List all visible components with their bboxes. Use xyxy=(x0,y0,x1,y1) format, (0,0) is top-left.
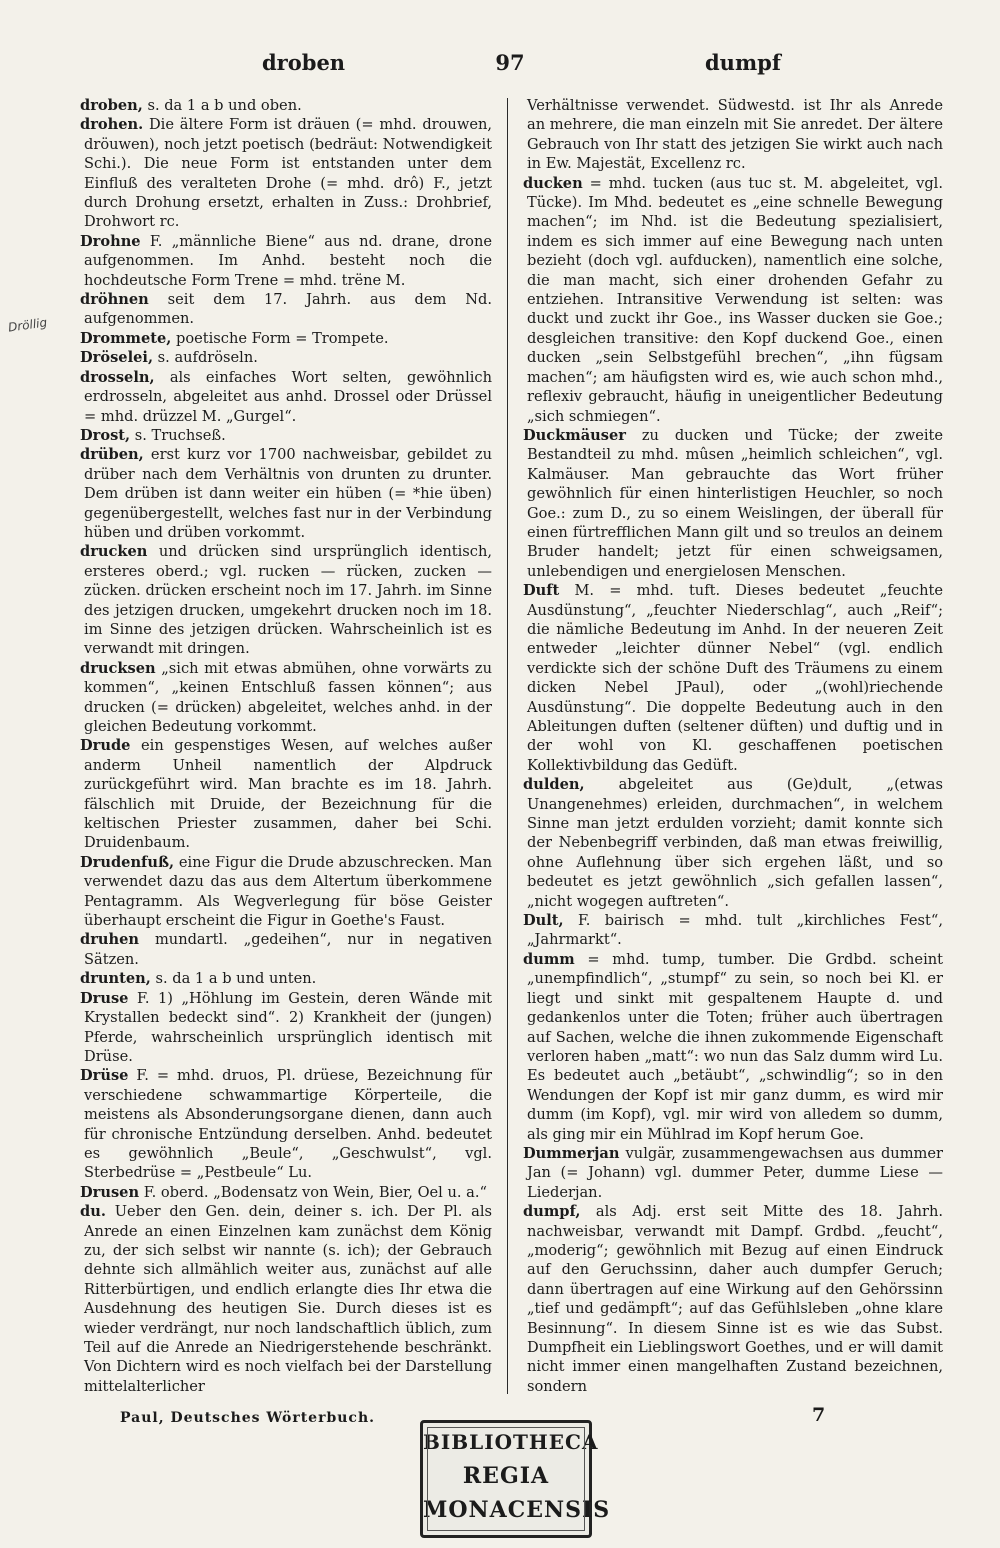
footer-title: Paul, Deutsches Wörterbuch. xyxy=(120,1410,375,1426)
entry-text: zu ducken und Tücke; der zweite Bestandteil zu mhd. mûsen „heimlich schleichen“, vgl. Kalmäuser. Man gebrauchte das Wort früher gewöhnlich für einen hinterlistigen Heuchler, so noch Goe.: zum D., zu so einem Weislingen, der überall für einen fürtrefflichen Mann gilt und so treulos an deinem Bruder handelt; jetzt für einen schweigsamen, unlebendigen und energielosen Menschen. xyxy=(527,426,943,580)
entry-text: s. aufdröseln. xyxy=(153,349,258,367)
entry-headword: Dummerjan xyxy=(523,1144,620,1162)
entry-headword: drosseln, xyxy=(80,368,155,386)
library-stamp xyxy=(420,1420,611,1538)
dictionary-entry xyxy=(80,96,492,115)
dictionary-entry xyxy=(80,368,492,426)
entry-text: Die ältere Form ist dräuen (= mhd. drouwen, dröuwen), noch jetzt poetisch (bedräut: Notwendigkeit Schi.). Die neue Form ist entstanden unter dem Einfluß des veralteten Drohe (= mhd. drô) F., jetzt durch Drohung ersetzt, erhalten in Zuss.: Drohbrief, Drohwort rc. xyxy=(84,116,492,231)
running-head-right: dumpf xyxy=(705,50,781,75)
entry-text: F. bairisch = mhd. tult „kirchliches Fest“, „Jahrmarkt“. xyxy=(527,912,943,949)
entry-text: poetische Form = Trompete. xyxy=(171,329,389,347)
dictionary-entry xyxy=(523,950,943,1144)
entry-headword: Dult, xyxy=(523,912,564,930)
entry-text: eine Figur die Drude abzuschrecken. Man verwendet dazu das aus dem Altertum überkommene Pentagramm. Als Wegverlegung für böse Geister überhaupt erscheint die Figur in Goethe's Faust. xyxy=(84,853,492,930)
column-rule xyxy=(507,98,508,1394)
entry-headword: drunten, xyxy=(80,970,151,988)
stamp-line-1: BIBLIOTHECA xyxy=(423,1430,599,1454)
entry-headword: Dröselei, xyxy=(80,349,154,367)
entry-headword: dröhnen xyxy=(80,291,149,309)
entry-text: seit dem 17. Jahrh. aus dem Nd. aufgenommen. xyxy=(84,291,492,328)
entry-text: vulgär, zusammengewachsen aus dummer Jan (= Johann) vgl. dummer Peter, dumme Liese — Liederjan. xyxy=(527,1144,943,1201)
entry-headword: Duft xyxy=(523,582,560,600)
entry-headword: Drommete, xyxy=(80,329,172,347)
dictionary-entry xyxy=(80,659,492,737)
entry-text: s. da 1 a b und unten. xyxy=(150,970,317,988)
running-head-left: droben xyxy=(262,50,346,75)
entry-text: = mhd. tucken (aus tuc st. M. abgeleitet, vgl. Tücke). Im Mhd. bedeutet es „eine schnelle Bewegung machen“; im Nhd. ist die Bedeutung spezialisiert, indem es sich immer auf eine Bewegung nach unten bezieht (doch vgl. aufducken), namentlich eine solche, die man macht, sich einer drohenden Gefahr zu entziehen. Intransitive Verwendung ist selten: was duckt und zuckt ihr Goe., ins Wasser ducken sie Goe.; desgleichen transitive: den Kopf duckend Goe., einen ducken „sein Selbstgefühl brechen“, „ihn fügsam machen“; am häufigsten wird es, wie auch schon mhd., reflexiv gebraucht, häufig in uneigentlicher Bedeutung „sich schmiegen“. xyxy=(527,174,943,425)
dictionary-entry xyxy=(80,930,492,969)
signature-mark: 7 xyxy=(812,1404,826,1426)
dictionary-entry xyxy=(523,911,943,950)
entry-headword: Druse xyxy=(80,989,129,1007)
dictionary-entry xyxy=(80,1183,492,1202)
entry-text: Verhältnisse verwendet. Südwestd. ist Ihr als Anrede an mehrere, die man einzeln mit Sie anredet. Der ältere Gebrauch von Ihr statt des jetzigen Sie wirkt auch nach in Ew. Majestät, Excellenz rc. xyxy=(527,97,943,173)
entry-headword: drüben, xyxy=(80,446,144,464)
entry-headword: droben, xyxy=(80,97,143,114)
entry-text: als einfaches Wort selten, gewöhnlich erdrosseln, abgeleitet aus anhd. Drossel oder Drüssel = mhd. drüzzel M. „Gurgel“. xyxy=(84,368,492,425)
entry-headword: drucken xyxy=(80,543,148,561)
dictionary-entry xyxy=(80,1202,492,1396)
library-stamp-border xyxy=(427,1427,585,1531)
dictionary-entry xyxy=(80,1066,492,1182)
entry-headword: drohen. xyxy=(80,116,144,134)
dictionary-entry xyxy=(80,232,492,290)
dictionary-entry xyxy=(523,581,943,775)
entry-headword: druhen xyxy=(80,931,140,949)
entry-text: Ueber den Gen. dein, deiner s. ich. Der Pl. als Anrede an einen Einzelnen kam zunächst dem König zu, der sich selbst wir nannte (s. ich); der Gebrauch dehnte sich allmählich weiter aus, zunächst auf alle Ritterbürtigen, und endlich erlangte dies Ihr etwa die Ausdehnung des heutigen Sie. Durch dieses ist es wieder verdrängt, nur noch landschaftlich üblich, zum Teil auf die Anrede an Niedrigerstehende beschränkt. Von Dichtern wird es noch vielfach bei der Darstellung mittelalterlicher xyxy=(84,1203,492,1395)
entry-text: s. da 1 a b und oben. xyxy=(142,97,302,114)
dictionary-entry xyxy=(523,1144,943,1202)
entry-text: ein gespenstiges Wesen, auf welches außer anderm Unheil namentlich der Alpdruck zurückgeführt wird. Man brachte es im 18. Jahrh. fälschlich mit Druide, der Bezeichnung für die keltischen Priester zusammen, daher bei Schi. Druidenbaum. xyxy=(84,737,492,852)
dictionary-entry xyxy=(80,969,492,988)
dictionary-entry xyxy=(80,115,492,231)
stamp-line-3: MONACENSIS xyxy=(423,1497,611,1523)
entry-text: als Adj. erst seit Mitte des 18. Jahrh. nachweisbar, verwandt mit Dampf. Grdbd. „feucht“, „moderig“; gewöhnlich mit Bezug auf einen Eindruck auf den Geruchssinn, daher auch dumpfer Geruch; dann übertragen auf eine Wirkung auf den Gehörssinn „tief und gedämpft“; auf das Gefühlsleben „ohne klare Besinnung“. In diesem Sinne ist es wie das Subst. Dumpfheit ein Lieblingswort Goethes, und er will damit nicht immer einen mangelhaften Zustand bezeichnen, sondern xyxy=(527,1203,943,1395)
entry-text: abgeleitet aus (Ge)dult, „(etwas Unangenehmes) erleiden, durchmachen“, in welchem Sinne man jetzt erdulden vorzieht; damit konnte sich der Nebenbegriff verbinden, daß man etwas freiwillig, ohne Auflehnung über sich ergehen läßt, und so bedeutet es jetzt gewöhnlich „sich gefallen lassen“, „nicht wogegen auftreten“. xyxy=(527,776,943,910)
entry-headword: du. xyxy=(80,1203,106,1221)
entry-headword: Drude xyxy=(80,737,131,755)
entry-headword: Drüse xyxy=(80,1067,129,1085)
dictionary-entry xyxy=(523,775,943,911)
dictionary-entry xyxy=(523,426,943,581)
left-column xyxy=(80,96,492,1396)
dictionary-entry xyxy=(80,348,492,367)
margin-annotation: Dröllig xyxy=(7,315,48,335)
entry-headword: dulden, xyxy=(523,776,585,794)
entry-headword: Drohne xyxy=(80,232,141,250)
entry-headword: ducken xyxy=(523,174,583,192)
entry-text: F. 1) „Höhlung im Gestein, deren Wände mit Krystallen bedeckt sind“. 2) Krankheit der (jungen) Pferde, wahrscheinlich ursprünglich identisch mit Drüse. xyxy=(84,989,492,1065)
entry-headword: dumm xyxy=(523,950,575,968)
entry-text: M. = mhd. tuft. Dieses bedeutet „feuchte Ausdünstung“, „feuchter Niederschlag“, auch „Reif“; die nämliche Bedeutung im Anhd. In der neueren Zeit entweder „leichter dünner Nebel“ (vgl. endlich verdickte sich der schöne Duft des Träumens zu einem dicken Nebel JPaul), oder „(wohl)riechende Ausdünstung“. Die doppelte Bedeutung auch in den Ableitungen duften (seltener düften) und duftig und in der wohl von Kl. geschaffenen poetischen Kollektivbildung das Gedüft. xyxy=(527,582,943,774)
entry-text: F. oberd. „Bodensatz von Wein, Bier, Oel u. a.“ xyxy=(139,1183,487,1201)
entry-headword: Drost, xyxy=(80,426,131,444)
entry-text: F. = mhd. druos, Pl. drüese, Bezeichnung für verschiedene schwammartige Körperteile, die meistens als Absonderungsorgane dienen, dann auch für chronische Entzündung derselben. Anhd. bedeutet es gewöhnlich „Beule“, „Geschwulst“, vgl. Sterbedrüse = „Pestbeule“ Lu. xyxy=(84,1067,492,1182)
entry-text: F. „männliche Biene“ aus nd. drane, drone aufgenommen. Im Anhd. besteht noch die hochdeutsche Form Trene = mhd. trëne M. xyxy=(84,232,492,289)
entry-headword: drucksen xyxy=(80,659,156,677)
dictionary-entry xyxy=(80,542,492,658)
entry-text: mundartl. „gedeihen“, nur in negativen Sätzen. xyxy=(84,931,492,968)
dictionary-entry xyxy=(523,1202,943,1396)
dictionary-entry xyxy=(80,445,492,542)
entry-text: „sich mit etwas abmühen, ohne vorwärts zu kommen“, „keinen Entschluß fassen können“; aus drucken (= drücken) abgeleitet, welches anhd. in der gleichen Bedeutung vorkommt. xyxy=(84,659,492,735)
dictionary-entry xyxy=(80,426,492,445)
entry-text: erst kurz vor 1700 nachweisbar, gebildet zu drüber nach dem Verhältnis von drunten zu drunter. Dem drüben ist dann weiter ein hüben (= *hie üben) gegenübergestellt, welches fast nur in der Verbindung hüben und drüben vorkommt. xyxy=(84,446,492,541)
entry-headword: Duckmäuser xyxy=(523,426,626,444)
entry-headword: Drudenfuß, xyxy=(80,853,175,871)
stamp-line-2: REGIA xyxy=(462,1463,550,1489)
dictionary-entry xyxy=(80,853,492,931)
right-column xyxy=(523,96,943,1396)
dictionary-entry xyxy=(80,290,492,329)
entry-text: = mhd. tump, tumber. Die Grdbd. scheint „unempfindlich“, „stumpf“ zu sein, so noch bei Kl. er liegt und sinkt mit gespaltenem Haupte d. und gedankenlos unter die Toten; früher auch übertragen auf Sachen, welche die ihnen zukommende Eigenschaft verloren haben „matt“: wo nun das Salz dumm wird Lu. Es bedeutet auch „betäubt“, „schwindlig“; so in den Wendungen der Kopf ist mir ganz dumm, es wird mir dumm (im Kopf), vgl. mir wird von alledem so dumm, als ging mir ein Mühlrad im Kopf herum Goe. xyxy=(527,950,943,1143)
page-number: 97 xyxy=(495,50,525,75)
entry-text: s. Truchseß. xyxy=(130,426,226,444)
dictionary-entry xyxy=(80,329,492,348)
entry-text: und drücken sind ursprünglich identisch, ersteres oberd.; vgl. rucken — rücken, zucken — zücken. drücken erscheint noch im 17. Jahrh. im Sinne des jetzigen drucken, umgekehrt drucken noch im 18. im Sinne des jetzigen drücken. Wahrscheinlich ist es verwandt mit dringen. xyxy=(84,543,492,658)
dictionary-entry xyxy=(80,736,492,852)
dictionary-entry xyxy=(523,96,943,174)
dictionary-entry xyxy=(523,174,943,426)
entry-headword: dumpf, xyxy=(523,1203,581,1221)
entry-headword: Drusen xyxy=(80,1183,140,1201)
dictionary-entry xyxy=(80,989,492,1067)
